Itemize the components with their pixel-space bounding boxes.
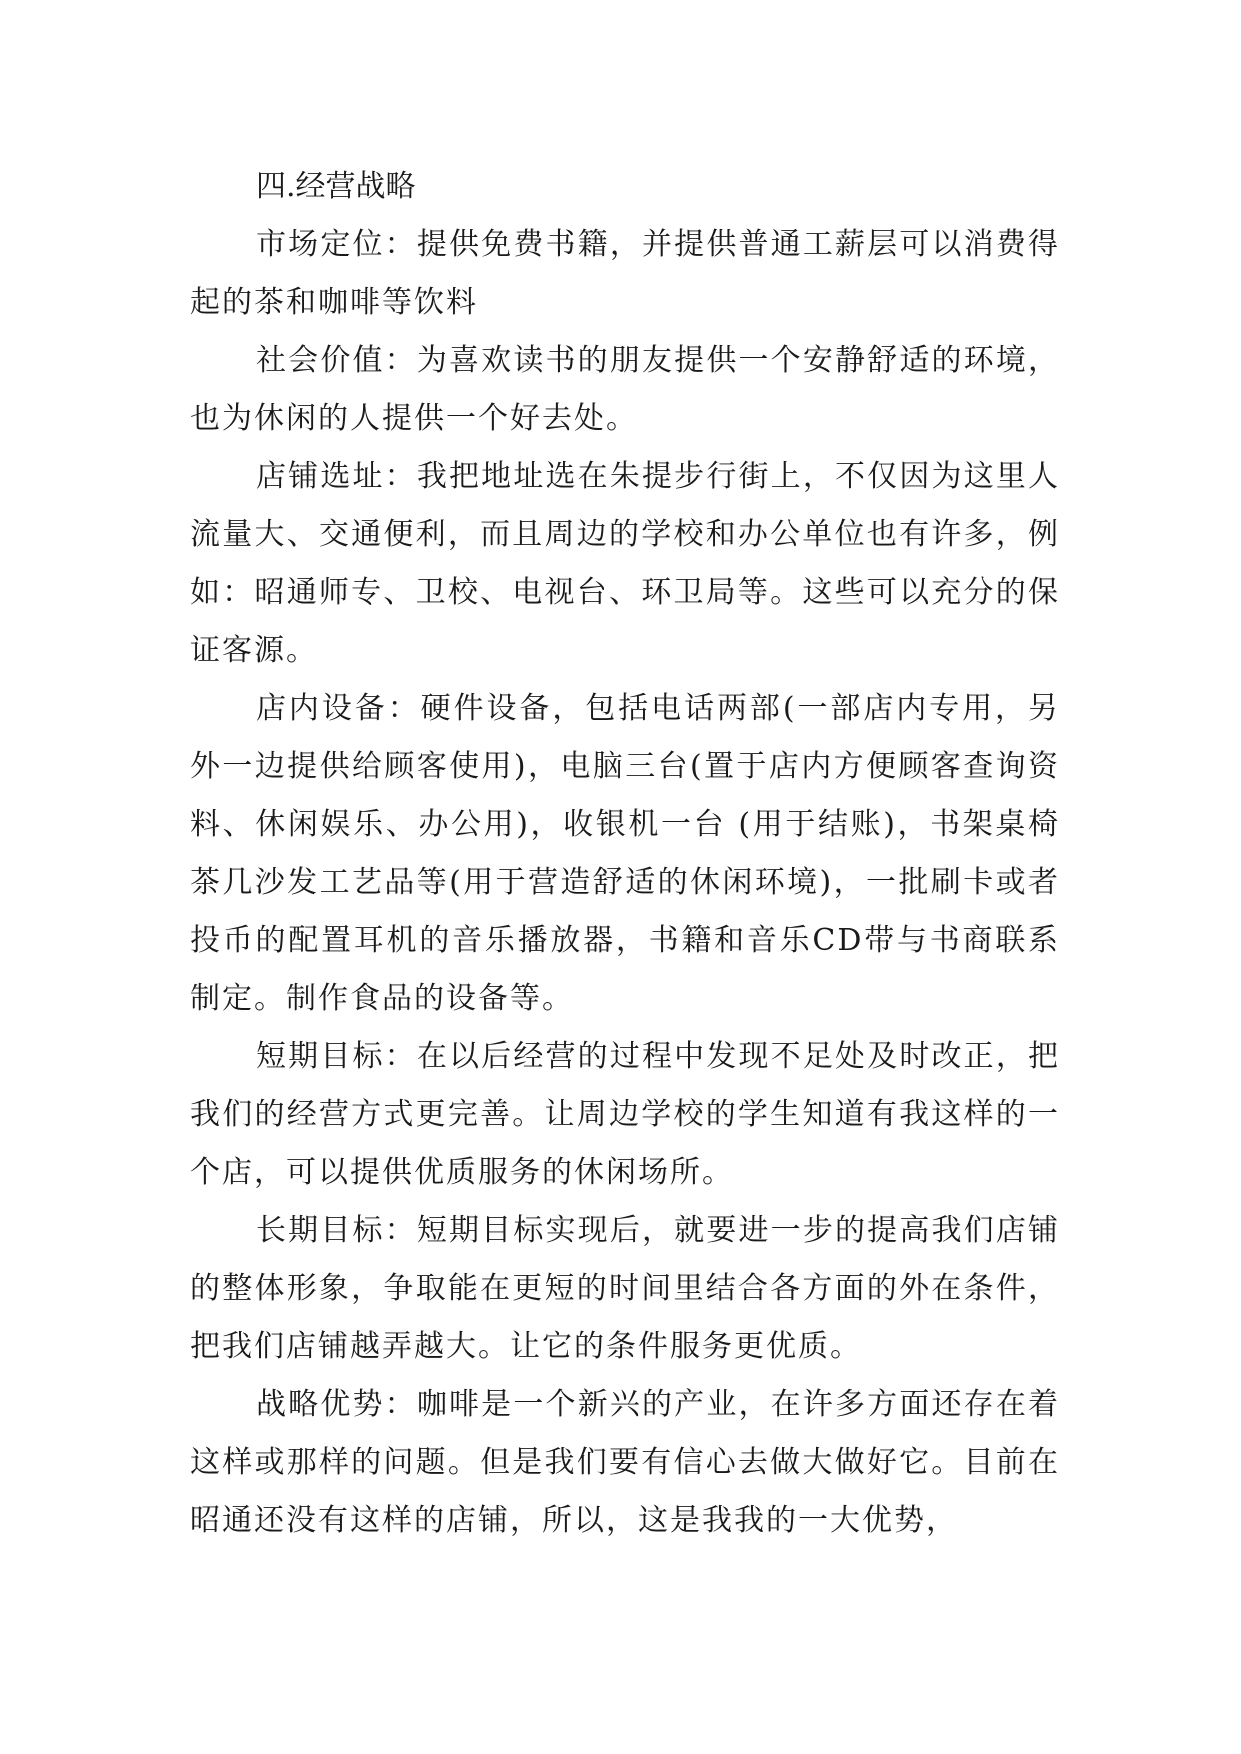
paragraph-social-value: 社会价值：为喜欢读书的朋友提供一个安静舒适的环境，也为休闲的人提供一个好去处。 <box>190 343 1060 436</box>
document-page <box>190 158 1060 1550</box>
paragraph-short-term-goal: 短期目标：在以后经营的过程中发现不足处及时改正，把我们的经营方式更完善。让周边学校的学生知道有我这样的一个店，可以提供优质服务的休闲场所。 <box>190 1039 1060 1190</box>
section-heading: 四.经营战略 <box>256 169 416 204</box>
paragraph-market-positioning: 市场定位：提供免费书籍，并提供普通工薪层可以消费得起的茶和咖啡等饮料 <box>190 227 1060 320</box>
paragraph-long-term-goal: 长期目标：短期目标实现后，就要进一步的提高我们店铺的整体形象，争取能在更短的时间里结合各方面的外在条件，把我们店铺越弄越大。让它的条件服务更优质。 <box>190 1213 1060 1364</box>
paragraph-strategic-advantage: 战略优势：咖啡是一个新兴的产业，在许多方面还存在着这样或那样的问题。但是我们要有信心去做大做好它。目前在昭通还没有这样的店铺，所以，这是我我的一大优势， <box>190 1387 1060 1538</box>
paragraph-store-location: 店铺选址：我把地址选在朱提步行街上，不仅因为这里人流量大、交通便利，而且周边的学校和办公单位也有许多，例如：昭通师专、卫校、电视台、环卫局等。这些可以充分的保证客源。 <box>190 459 1060 668</box>
paragraph-store-equipment: 店内设备：硬件设备，包括电话两部(一部店内专用，另外一边提供给顾客使用)，电脑三台(置于店内方便顾客查询资料、休闲娱乐、办公用)，收银机一台 (用于结账)，书架桌椅茶几沙发工艺品等(用于营造舒适的休闲环境)，一批刷卡或者投币的配置耳机的音乐播放器，书籍和音乐CD带与书商联系制定。制作食品的设备等。 <box>190 691 1060 1016</box>
